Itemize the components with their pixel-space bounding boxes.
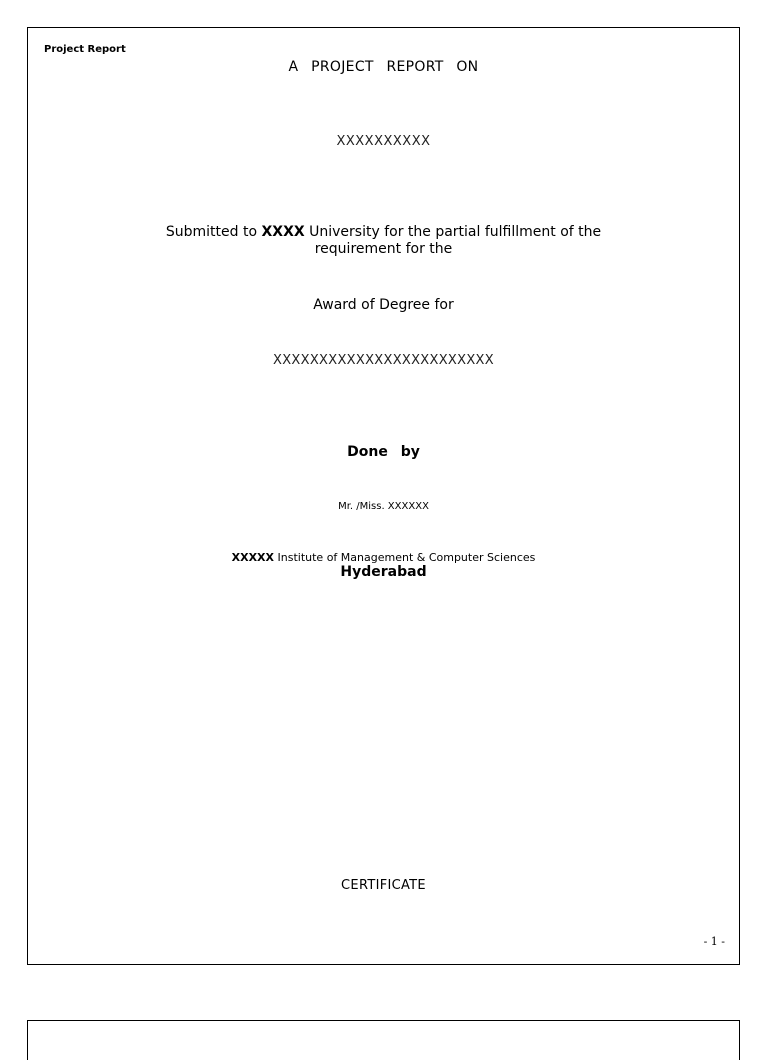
institute-code: XXXXX — [231, 551, 275, 564]
certificate-heading: CERTIFICATE — [341, 878, 426, 893]
submission-suffix: University for the partial fulfillment of the — [304, 224, 602, 240]
submission-statement — [28, 224, 739, 258]
student-name: Mr. /Miss. XXXXXX — [338, 501, 429, 512]
institute-name: Institute of Management & Computer Sciences — [274, 551, 536, 564]
done-by-heading: Done by — [347, 444, 420, 460]
next-page-edge — [27, 1020, 740, 1060]
university-name: XXXX — [261, 224, 305, 240]
institute-line — [28, 551, 739, 565]
submission-prefix: Submitted to — [165, 224, 262, 240]
project-name-placeholder: XXXXXXXXXX — [336, 134, 431, 149]
degree-name-placeholder: XXXXXXXXXXXXXXXXXXXXXXXX — [273, 353, 494, 368]
report-title: A PROJECT REPORT ON — [288, 59, 479, 75]
submission-line2: requirement for the — [314, 241, 453, 257]
running-header: Project Report — [44, 44, 126, 55]
document-page — [27, 27, 740, 965]
city-name: Hyderabad — [340, 564, 427, 580]
award-heading: Award of Degree for — [313, 297, 454, 313]
page-number: - 1 - — [703, 935, 725, 948]
